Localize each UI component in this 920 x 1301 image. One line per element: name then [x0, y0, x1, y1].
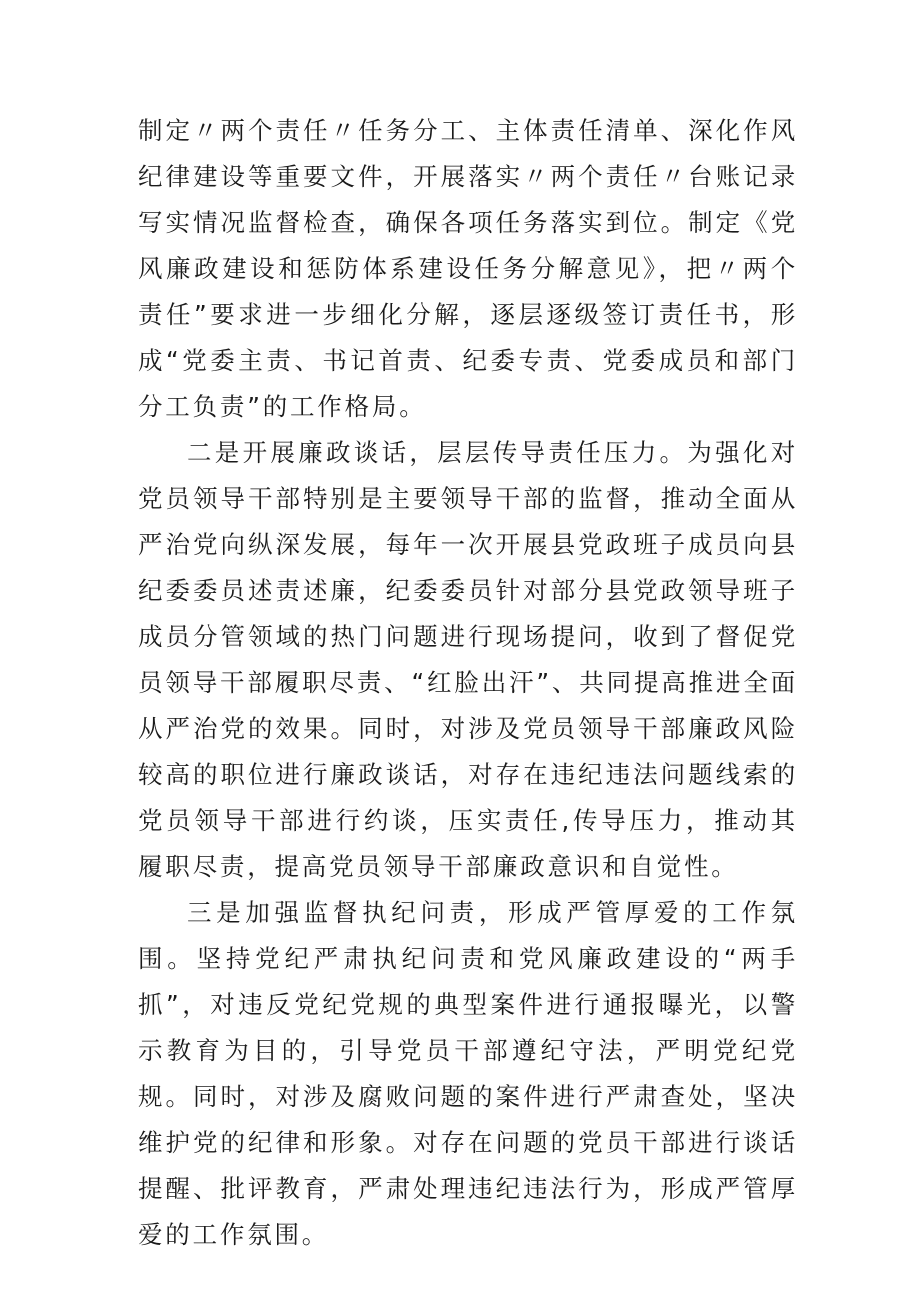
paragraph-three: 三是加强监督执纪问责，形成严管厚爱的工作氛围。坚持党纪严肃执纪问责和党风廉政建设的“两手抓”，对违反党纪党规的典型案件进行通报曝光，以警示教育为目的，引导党员干部遵纪守法，严明党纪党规。同时，对涉及腐败问题的案件进行严肃查处，坚决维护党的纪律和形象。对存在问题的党员干部进行谈话提醒、批评教育，严肃处理违纪违法行为，形成严管厚爱的工作氛围。	[138, 898, 798, 1249]
paragraph-two: 二是开展廉政谈话，层层传导责任压力。为强化对党员领导干部特别是主要领导干部的监督，推动全面从严治党向纵深发展，每年一次开展县党政班子成员向县纪委委员述责述廉，纪委委员针对部分县党政领导班子成员分管领域的热门问题进行现场提问，收到了督促党员领导干部履职尽责、“红脸出汗”、共同提高推进全面从严治党的效果。同时，对涉及党员领导干部廉政风险较高的职位进行廉政谈话，对存在违纪违法问题线索的党员领导干部进行约谈，压实责任,传导压力，推动其履职尽责，提高党员领导干部廉政意识和自觉性。	[138, 438, 798, 881]
document-body	[138, 108, 798, 1258]
paragraph-continued: 制定〃两个责任〃任务分工、主体责任清单、深化作风纪律建设等重要文件，开展落实〃两个责任〃台账记录写实情况监督检查，确保各项任务落实到位。制定《党风廉政建设和惩防体系建设任务分解意见》，把〃两个责任”要求进一步细化分解，逐层逐级签订责任书，形成“党委主责、书记首责、纪委专责、党委成员和部门分工负责”的工作格局。	[138, 116, 798, 421]
